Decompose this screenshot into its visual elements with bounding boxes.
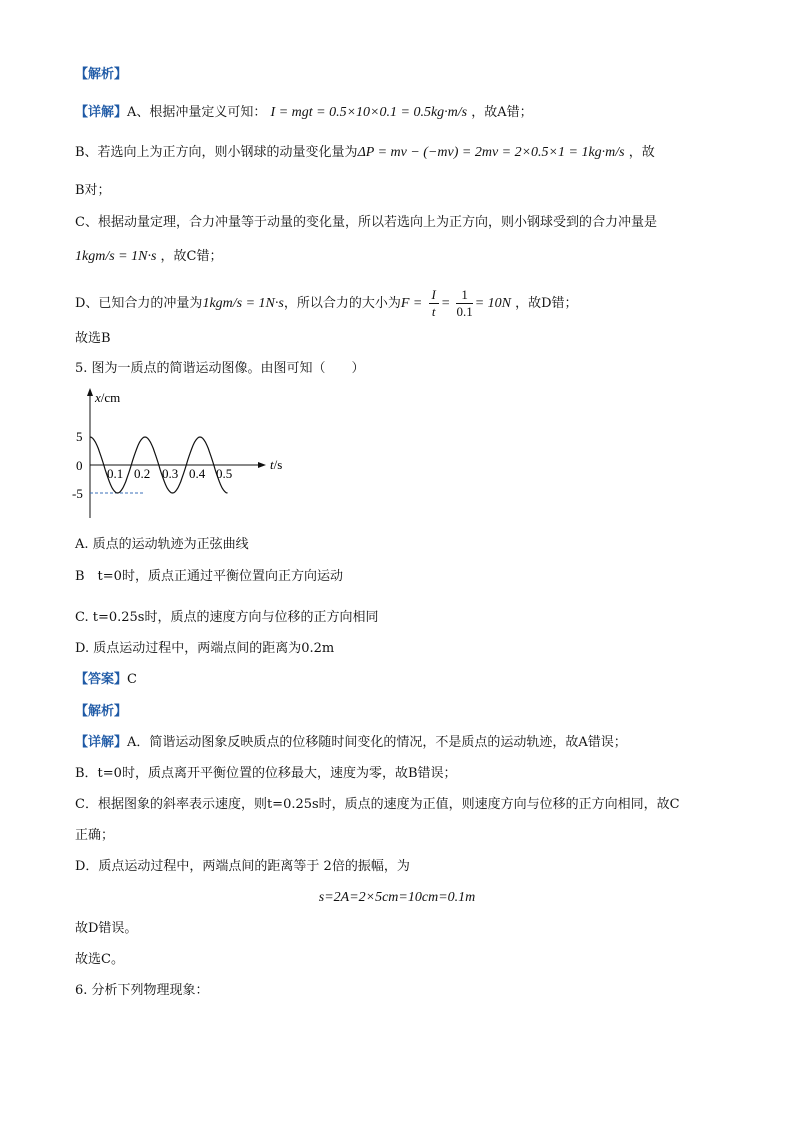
- q5-detail-b: B．t=0时，质点离开平衡位置的位移最大，速度为零，故B错误；: [75, 766, 457, 781]
- y-axis-label: x/cm: [95, 390, 121, 405]
- q4-detail-a: 【详解】A、根据冲量定义可知： I = mgt = 0.5×10×0.1 = 0.5kg·m/s ，故A错；: [75, 105, 533, 120]
- q5-detail-c-cont: 正确；: [75, 828, 115, 843]
- q4-detail-c-formula: 1kgm/s = 1N·s ，故C错；: [75, 249, 223, 264]
- q5-detail-c: C．根据图象的斜率表示速度，则t=0.25s时，质点的速度为正值，则速度方向与位移的正方向相同，故C: [75, 797, 680, 812]
- q4-detail-b: B、若选向上为正方向，则小钢球的动量变化量为ΔP = mv − (−mv) = 2mv = 2×0.5×1 = 1kg·m/s ，故: [75, 145, 655, 160]
- detail-tag: 【详解】: [75, 105, 128, 120]
- formula-impulse: I = mgt = 0.5×10×0.1 = 0.5kg·m/s: [270, 105, 468, 120]
- q5-option-b: B t=0时，质点正通过平衡位置向正方向运动: [75, 569, 343, 584]
- q4-detail-d: D、已知合力的冲量为1kgm/s = 1N·s，所以合力的大小为F = $\frac{I}{t}$ = $\frac{1}{0.1}$ = 10N ，故D错；: [75, 287, 578, 319]
- q5-stem: 5. 图为一质点的简谐运动图像。由图可知（ ）: [75, 361, 365, 376]
- x-tick-0.3: 0.3: [162, 466, 179, 481]
- y-tick-minus-5: -5: [72, 486, 83, 501]
- x-tick-0.1: 0.1: [107, 466, 124, 481]
- shm-graph: [72, 386, 302, 526]
- fraction-i-over-t: $\frac{I}{t}$: [429, 287, 439, 320]
- q5-formula-distance: s=2A=2×5cm=10cm=0.1m: [318, 890, 476, 905]
- y-tick-5: 5: [76, 429, 83, 444]
- q6-stem: 6. 分析下列物理现象：: [75, 983, 209, 998]
- q4-detail-b-cont: B对；: [75, 183, 111, 198]
- q5-choice: 故选C。: [75, 952, 124, 967]
- fraction-1-over-0.1: $\frac{1}{0.1}$: [456, 287, 473, 319]
- x-tick-0.4: 0.4: [189, 466, 206, 481]
- y-tick-0: 0: [76, 458, 83, 473]
- q5-detail-d: D．质点运动过程中，两端点间的距离等于 2倍的振幅，为: [75, 859, 410, 874]
- analysis-tag: 【解析】: [75, 67, 128, 82]
- q5-answer: [75, 671, 137, 689]
- y-axis-arrow: [87, 388, 93, 396]
- q5-analysis-tag: 【解析】: [75, 704, 128, 719]
- answer-value: C: [127, 672, 137, 687]
- q4-choice: 故选B: [75, 331, 111, 346]
- q5-option-c: C. t=0.25s时，质点的速度方向与位移的正方向相同: [75, 610, 379, 625]
- x-tick-0.2: 0.2: [134, 466, 151, 481]
- q4-detail-c: C、根据动量定理，合力冲量等于动量的变化量，所以若选向上为正方向，则小钢球受到的合力冲量是: [75, 215, 657, 230]
- answer-tag: 【答案】: [75, 672, 128, 687]
- q5-detail-d-cont: 故D错误。: [75, 921, 138, 936]
- detail-tag: 【详解】: [75, 735, 128, 750]
- x-tick-0.5: 0.5: [216, 466, 233, 481]
- x-axis-label: t/s: [270, 457, 283, 472]
- x-axis-arrow: [258, 462, 266, 468]
- formula-momentum-change: ΔP = mv − (−mv) = 2mv = 2×0.5×1 = 1kg·m/s: [357, 145, 625, 160]
- q5-option-d: D. 质点运动过程中，两端点间的距离为0.2m: [75, 641, 335, 656]
- q5-detail-a: 【详解】A．简谐运动图象反映质点的位移随时间变化的情况，不是质点的运动轨迹，故A错误；: [75, 735, 627, 750]
- q5-option-a: A. 质点的运动轨迹为正弦曲线: [75, 537, 249, 552]
